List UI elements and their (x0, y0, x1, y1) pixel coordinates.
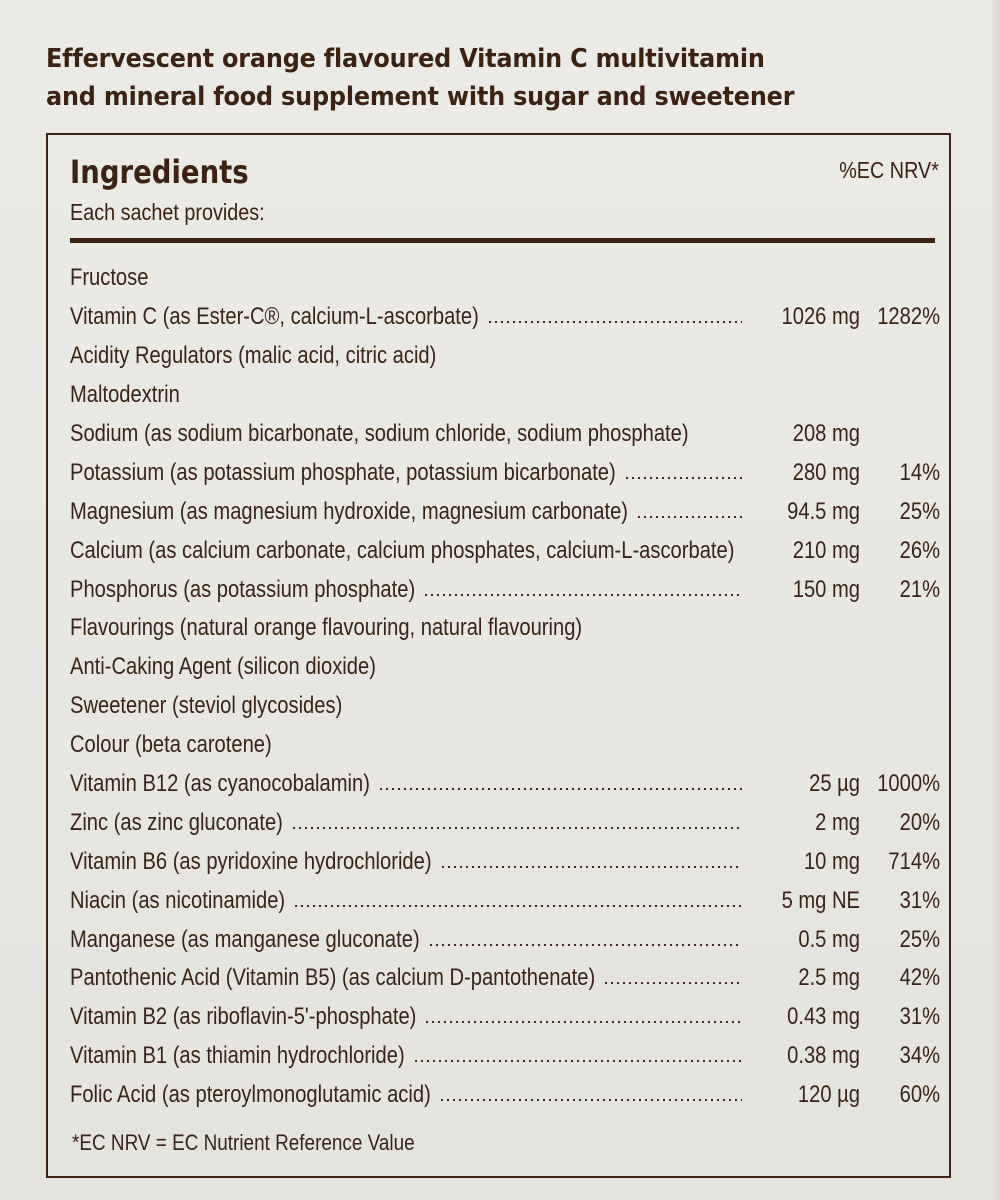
ingredient-nrv: 34% (899, 1042, 940, 1070)
ingredient-name-wrap (70, 576, 750, 604)
ingredient-name-wrap (70, 926, 750, 954)
ingredient-amount: 0.38 mg (787, 1042, 860, 1070)
ingredient-name-wrap (70, 381, 750, 409)
ingredient-list (70, 259, 940, 1115)
ingredient-nrv: 714% (888, 847, 940, 875)
ingredient-name: Sodium (as sodium bicarbonate, sodium chloride, sodium phosphate) (70, 420, 689, 447)
ingredient-row (70, 337, 940, 376)
ingredient-name-wrap (70, 498, 750, 526)
ingredient-name-wrap (70, 537, 750, 565)
ingredient-name: Sweetener (steviol glycosides) (70, 692, 343, 720)
ingredient-amount: 5 mg NE (781, 886, 860, 914)
ingredient-row (70, 998, 940, 1037)
ingredient-name: Phosphorus (as potassium phosphate) (70, 575, 416, 603)
ingredient-name: Vitamin B6 (as pyridoxine hydrochloride) (70, 847, 432, 875)
ingredient-amount: 1026 mg (781, 303, 860, 331)
ingredient-row (70, 765, 940, 804)
ingredient-row (70, 920, 940, 959)
ingredient-name: Flavourings (natural orange flavouring, natural flavouring) (70, 614, 583, 642)
ingredient-nrv: 31% (899, 1003, 940, 1031)
ingredient-name: Pantothenic Acid (Vitamin B5) (as calcium D-pantothenate) (70, 964, 596, 992)
ingredient-amount: 94.5 mg (787, 497, 860, 525)
ingredient-name: Anti-Caking Agent (silicon dioxide) (70, 653, 376, 681)
dot-leader (413, 1060, 742, 1062)
ingredient-name-wrap (70, 303, 750, 331)
ingredient-row (70, 570, 940, 609)
dot-leader (293, 905, 742, 907)
ingredient-name: Colour (beta carotene) (70, 731, 272, 759)
ingredients-title: Ingredients (70, 153, 249, 191)
ingredient-nrv: 14% (899, 458, 940, 486)
product-description (46, 40, 874, 116)
ingredient-row (70, 842, 940, 881)
ingredient-name-wrap (70, 731, 750, 759)
ingredient-amount: 10 mg (803, 847, 860, 875)
ingredient-name: Maltodextrin (70, 381, 180, 409)
ingredient-nrv: 42% (899, 964, 940, 992)
ingredient-name: Vitamin C (as Ester-C®, calcium-L-ascorbate) (70, 303, 479, 331)
ingredient-row (70, 803, 940, 842)
ingredient-name-wrap (70, 264, 750, 292)
ingredient-name-wrap (70, 809, 750, 837)
ingredient-row (70, 415, 940, 454)
ingredient-name-wrap (70, 770, 750, 798)
nrv-footnote: *EC NRV = EC Nutrient Reference Value (72, 1130, 415, 1155)
ingredient-name: Manganese (as manganese gluconate) (70, 925, 420, 953)
ingredient-name: Zinc (as zinc gluconate) (70, 808, 283, 836)
dot-leader (624, 477, 742, 479)
ingredient-name: Folic Acid (as pteroylmonoglutamic acid) (70, 1081, 431, 1109)
ingredient-amount: 25 µg (809, 770, 860, 798)
dot-leader (603, 982, 742, 984)
ingredient-name-wrap (70, 1003, 750, 1031)
dot-leader (291, 827, 742, 829)
dot-leader (423, 594, 742, 596)
product-description-line-2: and mineral food supplement with sugar and sweetener (46, 82, 795, 112)
ingredient-amount: 210 mg (792, 536, 860, 564)
ingredient-nrv: 1282% (877, 303, 940, 331)
ingredient-name-wrap (70, 1042, 750, 1070)
dot-leader (487, 321, 742, 323)
ingredient-row (70, 609, 940, 648)
dot-leader (439, 1099, 742, 1101)
ingredient-nrv: 25% (899, 497, 940, 525)
package-edge (992, 0, 1000, 1200)
ingredient-name-wrap (70, 342, 750, 370)
dot-leader (424, 1021, 742, 1023)
ingredient-name-wrap (70, 459, 750, 487)
ingredient-name: Fructose (70, 264, 149, 292)
ingredient-name: Vitamin B12 (as cyanocobalamin) (70, 770, 370, 798)
ingredient-name: Vitamin B2 (as riboflavin-5'-phosphate) (70, 1003, 417, 1031)
ingredient-row (70, 376, 940, 415)
ingredient-row (70, 1076, 940, 1115)
ingredient-amount: 150 mg (792, 575, 860, 603)
ingredient-nrv: 26% (899, 536, 940, 564)
ingredient-row (70, 881, 940, 920)
ingredient-amount: 2.5 mg (798, 964, 860, 992)
ingredient-row (70, 259, 940, 298)
ingredient-row (70, 726, 940, 765)
product-description-line-1: Effervescent orange flavoured Vitamin C multivitamin (46, 44, 765, 74)
ingredients-subtitle: Each sachet provides: (70, 199, 265, 225)
ingredient-name-wrap (70, 614, 750, 642)
dot-leader (428, 944, 742, 946)
ingredient-row (70, 648, 940, 687)
ingredient-amount: 280 mg (792, 458, 860, 486)
ingredient-name-wrap (70, 964, 750, 992)
ingredient-amount: 0.5 mg (798, 925, 860, 953)
ingredient-nrv: 1000% (877, 770, 940, 798)
ingredient-name: Calcium (as calcium carbonate, calcium phosphates, calcium-L-ascorbate) (70, 536, 735, 564)
ingredient-name: Potassium (as potassium phosphate, potassium bicarbonate) (70, 458, 616, 486)
ingredient-name-wrap (70, 420, 750, 448)
ingredient-name-wrap (70, 692, 750, 720)
ingredient-nrv: 21% (899, 575, 940, 603)
ingredient-nrv: 25% (899, 925, 940, 953)
ingredient-name-wrap (70, 887, 750, 915)
ingredient-nrv: 20% (899, 808, 940, 836)
ingredient-row (70, 959, 940, 998)
ingredient-name-wrap (70, 1081, 750, 1109)
dot-leader (636, 516, 742, 518)
ingredient-name-wrap (70, 653, 750, 681)
ingredient-nrv: 31% (899, 886, 940, 914)
ingredient-amount: 120 µg (797, 1081, 860, 1109)
ingredient-name: Niacin (as nicotinamide) (70, 886, 286, 914)
ingredient-row (70, 1037, 940, 1076)
ingredient-name: Vitamin B1 (as thiamin hydrochloride) (70, 1042, 405, 1070)
ingredient-name: Acidity Regulators (malic acid, citric acid) (70, 342, 437, 370)
dot-leader (378, 788, 742, 790)
ingredient-nrv: 60% (899, 1081, 940, 1109)
ingredient-row (70, 531, 940, 570)
nrv-column-header: %EC NRV* (839, 157, 939, 183)
dot-leader (440, 866, 742, 868)
ingredient-row (70, 298, 940, 337)
ingredient-row (70, 687, 940, 726)
ingredient-row (70, 453, 940, 492)
ingredient-name: Magnesium (as magnesium hydroxide, magnesium carbonate) (70, 497, 629, 525)
ingredient-name-wrap (70, 848, 750, 876)
ingredient-amount: 208 mg (792, 420, 860, 447)
ingredient-amount: 2 mg (815, 808, 860, 836)
ingredient-amount: 0.43 mg (787, 1003, 860, 1031)
ingredients-panel (46, 133, 951, 1178)
ingredient-row (70, 492, 940, 531)
header-divider (70, 238, 935, 243)
